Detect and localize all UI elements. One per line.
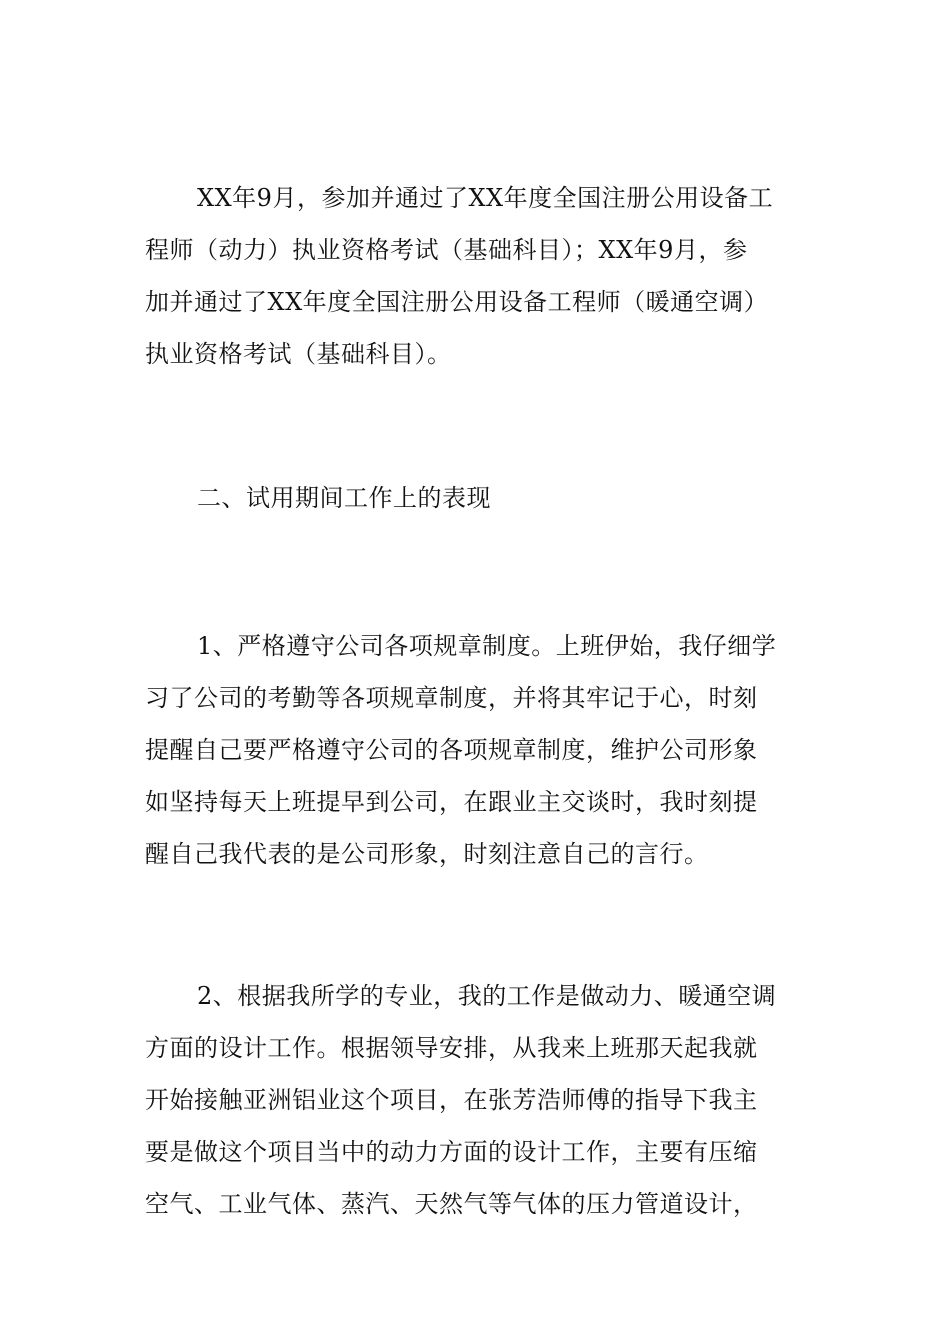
text-line: 1、严格遵守公司各项规章制度。上班伊始，我仔细学 <box>197 632 777 660</box>
heading-text: 二、试用期间工作上的表现 <box>197 484 491 512</box>
paragraph-certification <box>145 172 810 380</box>
text-line: 方面的设计工作。根据领导安排，从我来上班那天起我就 <box>145 1034 758 1062</box>
text-line: 醒自己我代表的是公司形象，时刻注意自己的言行。 <box>145 840 709 868</box>
text-line: 开始接触亚洲铝业这个项目，在张芳浩师傅的指导下我主 <box>145 1086 758 1114</box>
paragraph-design-work <box>145 970 810 1230</box>
text-line: 加并通过了XX年度全国注册公用设备工程师（暖通空调） <box>145 288 769 316</box>
text-line: 习了公司的考勤等各项规章制度，并将其牢记于心，时刻 <box>145 684 758 712</box>
text-line: 提醒自己要严格遵守公司的各项规章制度，维护公司形象 <box>145 736 758 764</box>
text-line: 如坚持每天上班提早到公司，在跟业主交谈时，我时刻提 <box>145 788 758 816</box>
section-heading <box>145 472 810 524</box>
text-line: 空气、工业气体、蒸汽、天然气等气体的压力管道设计， <box>145 1190 758 1218</box>
text-line: 要是做这个项目当中的动力方面的设计工作，主要有压缩 <box>145 1138 758 1166</box>
text-line: XX年9月，参加并通过了XX年度全国注册公用设备工 <box>197 184 774 212</box>
text-line: 程师（动力）执业资格考试（基础科目）；XX年9月，参 <box>145 236 748 264</box>
paragraph-rules <box>145 620 810 880</box>
text-line: 2、根据我所学的专业，我的工作是做动力、暖通空调 <box>197 982 777 1010</box>
text-line: 执业资格考试（基础科目）。 <box>145 340 452 368</box>
